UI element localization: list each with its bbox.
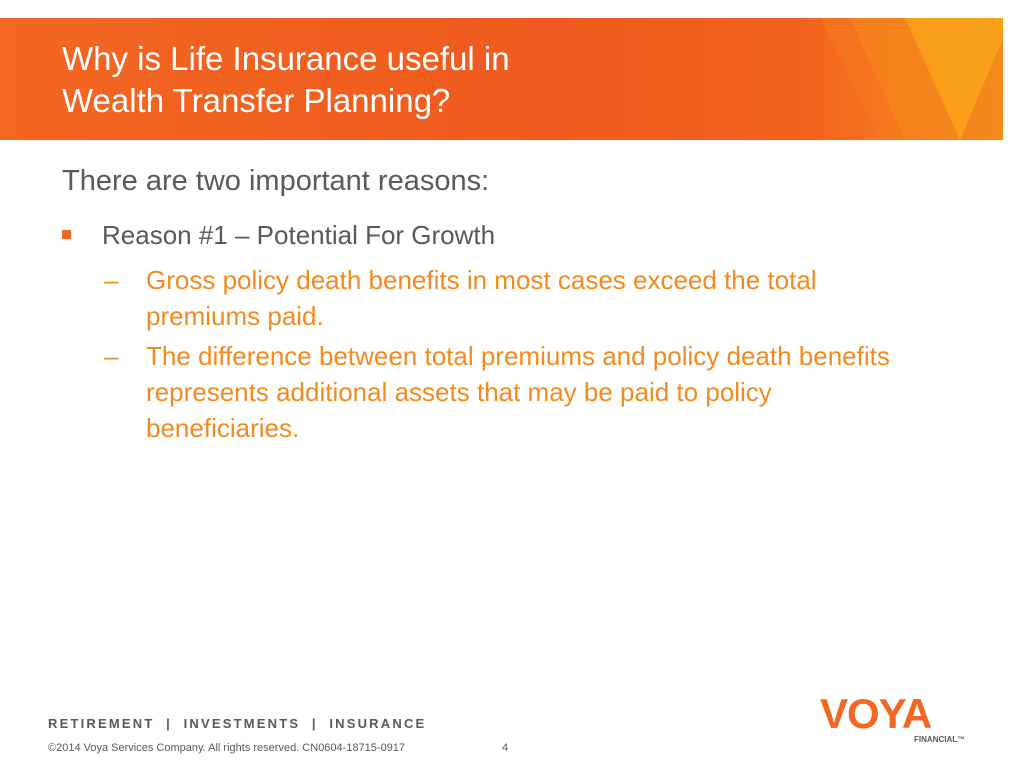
page-number: 4 (502, 742, 509, 754)
sub-bullet-item (104, 338, 924, 446)
sub-bullet-list (104, 262, 924, 450)
dash-bullet-icon: – (104, 341, 119, 371)
voya-logo (818, 690, 978, 746)
dash-bullet-icon: – (104, 265, 119, 295)
copyright-text: ©2014 Voya Services Company. All rights reserved. CN0604-18715-0917 (48, 742, 406, 754)
slide-title-line-2: Wealth Transfer Planning? (62, 82, 451, 119)
sub-bullet-text: The difference between total premiums and policy death benefits represents additional assets that may be paid to policy beneficiaries. (146, 341, 890, 443)
bullet-text: Reason #1 – Potential For Growth (102, 220, 496, 250)
svg-text:VOYA: VOYA (820, 690, 932, 737)
square-bullet-icon (62, 230, 71, 239)
slide-title (62, 38, 822, 122)
sub-bullet-item (104, 262, 924, 334)
intro-text: There are two important reasons: (62, 165, 490, 197)
sub-bullet-text: Gross policy death benefits in most cases exceed the total premiums paid. (146, 265, 817, 331)
footer-tagline: RETIREMENT | INVESTMENTS | INSURANCE (48, 716, 427, 731)
svg-text:FINANCIAL™: FINANCIAL™ (914, 735, 966, 744)
slide-title-line-1: Why is Life Insurance useful in (62, 40, 510, 77)
